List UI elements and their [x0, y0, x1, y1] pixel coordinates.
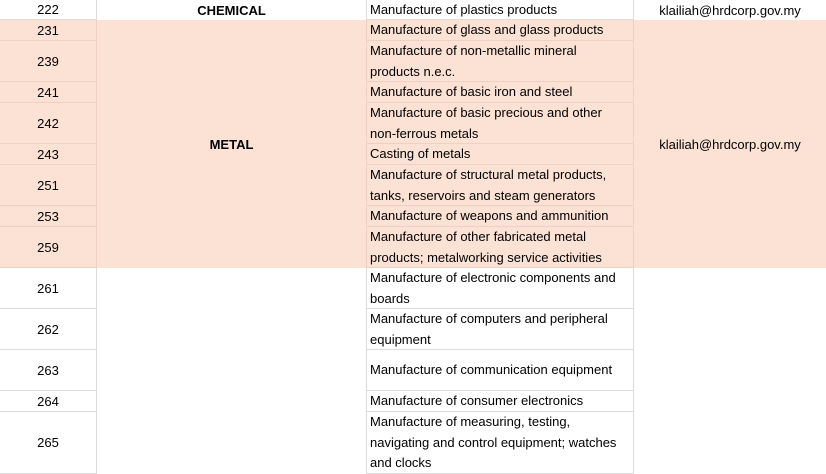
group-cell-metal[interactable]: METAL — [97, 20, 366, 268]
desc-cell-265[interactable]: Manufacture of measuring, testing, navigating and control equipment; watches and clocks — [366, 412, 634, 474]
desc-cell-242[interactable]: Manufacture of basic precious and other non-ferrous metals — [366, 103, 634, 144]
desc-cell-243[interactable]: Casting of metals — [366, 144, 634, 165]
desc-cell-259[interactable]: Manufacture of other fabricated metal products; metalworking service activities — [366, 227, 634, 268]
desc-cell-262[interactable]: Manufacture of computers and peripheral equipment — [366, 309, 634, 350]
code-cell-262[interactable]: 262 — [0, 309, 97, 350]
desc-cell-231[interactable]: Manufacture of glass and glass products — [366, 20, 634, 41]
code-cell-263[interactable]: 263 — [0, 350, 97, 391]
email-cell-metal[interactable]: klailiah@hrdcorp.gov.my — [634, 20, 826, 268]
desc-cell-239[interactable]: Manufacture of non-metallic mineral products n.e.c. — [366, 41, 634, 82]
desc-cell-263[interactable]: Manufacture of communication equipment — [366, 350, 634, 391]
code-cell-231[interactable]: 231 — [0, 20, 97, 41]
code-cell-253[interactable]: 253 — [0, 206, 97, 227]
code-cell-264[interactable]: 264 — [0, 391, 97, 412]
code-cell-239[interactable]: 239 — [0, 41, 97, 82]
desc-cell-261[interactable]: Manufacture of electronic components and boards — [366, 268, 634, 309]
desc-cell-264[interactable]: Manufacture of consumer electronics — [366, 391, 634, 412]
desc-cell-222[interactable]: Manufacture of plastics products — [366, 0, 634, 20]
code-cell-222[interactable]: 222 — [0, 0, 97, 20]
code-cell-242[interactable]: 242 — [0, 103, 97, 144]
code-cell-259[interactable]: 259 — [0, 227, 97, 268]
desc-cell-251[interactable]: Manufacture of structural metal products, tanks, reservoirs and steam generators — [366, 165, 634, 206]
email-cell-chemical[interactable]: klailiah@hrdcorp.gov.my — [659, 2, 801, 18]
code-cell-243[interactable]: 243 — [0, 144, 97, 165]
code-cell-261[interactable]: 261 — [0, 268, 97, 309]
group-cell-chemical[interactable]: CHEMICAL — [197, 2, 266, 18]
desc-cell-253[interactable]: Manufacture of weapons and ammunition — [366, 206, 634, 227]
code-cell-241[interactable]: 241 — [0, 82, 97, 103]
code-cell-251[interactable]: 251 — [0, 165, 97, 206]
desc-cell-241[interactable]: Manufacture of basic iron and steel — [366, 82, 634, 103]
code-cell-265[interactable]: 265 — [0, 412, 97, 474]
